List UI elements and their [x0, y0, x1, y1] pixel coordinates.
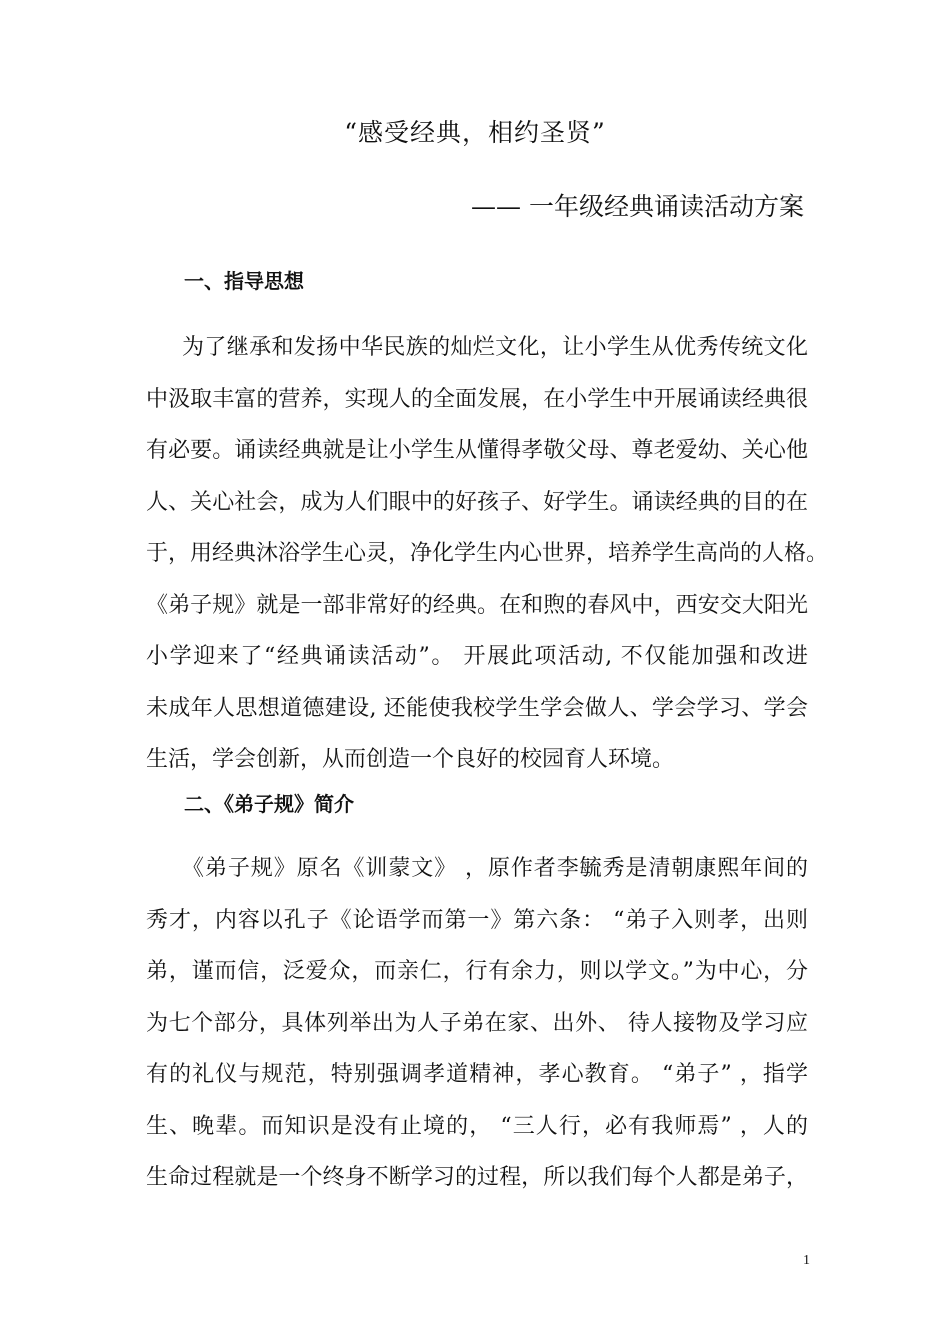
paragraph-line: 人、关心社会，成为人们眼中的好孩子、好学生。诵读经典的目的在	[146, 489, 808, 515]
paragraph-line: 有的礼仪与规范，特别强调孝道精神，孝心教育。 “弟子” ，指学	[146, 1062, 808, 1087]
paragraph-line: 《弟子规》原名《训蒙文》 ，原作者李毓秀是清朝康熙年间的	[182, 856, 808, 881]
section-heading-dizigui-intro: 二、《弟子规》简介	[184, 792, 354, 816]
paragraph-line: 生命过程就是一个终身不断学习的过程，所以我们每个人都是弟子，	[146, 1165, 808, 1190]
paragraph-line: 为了继承和发扬中华民族的灿烂文化，让小学生从优秀传统文化	[182, 335, 808, 360]
paragraph-line: 中汲取丰富的营养，实现人的全面发展，在小学生中开展诵读经典很	[146, 386, 808, 412]
paragraph-line: 生活，学会创新，从而创造一个良好的校园育人环境。	[146, 747, 675, 772]
page-number: 1	[803, 1253, 810, 1268]
paragraph-guiding-thought	[146, 322, 829, 786]
paragraph-line: 弟，谨而信，泛爱众，而亲仁，行有余力，则以学文。”为中心，分	[146, 959, 808, 984]
paragraph-line: 小学迎来了“经典诵读活动”。 开展此项活动, 不仅能加强和改进	[146, 644, 808, 669]
document-title: “感受经典，相约圣贤”	[344, 118, 606, 147]
paragraph-line: 未成年人思想道德建设, 还能使我校学生学会做人、学会学习、学会	[146, 695, 808, 721]
paragraph-line: 《弟子规》就是一部非常好的经典。在和煦的春风中，西安交大阳光	[146, 592, 808, 618]
section-heading-guiding-thought: 一、指导思想	[184, 269, 304, 293]
paragraph-line: 生、晚辈。而知识是没有止境的， “三人行，必有我师焉” ，人的	[146, 1113, 808, 1139]
paragraph-dizigui-intro	[146, 843, 808, 1204]
paragraph-line: 有必要。诵读经典就是让小学生从懂得孝敬父母、尊老爱幼、关心他	[146, 438, 808, 463]
paragraph-line: 为七个部分，具体列举出为人子弟在家、出外、 待人接物及学习应	[146, 1010, 808, 1036]
document-subtitle: —— 一年级经典诵读活动方案	[471, 192, 804, 221]
paragraph-line: 秀才，内容以孔子《论语学而第一》第六条： “弟子入则孝，出则	[146, 907, 808, 933]
paragraph-line: 于，用经典沐浴学生心灵，净化学生内心世界，培养学生高尚的人格。	[146, 541, 829, 566]
